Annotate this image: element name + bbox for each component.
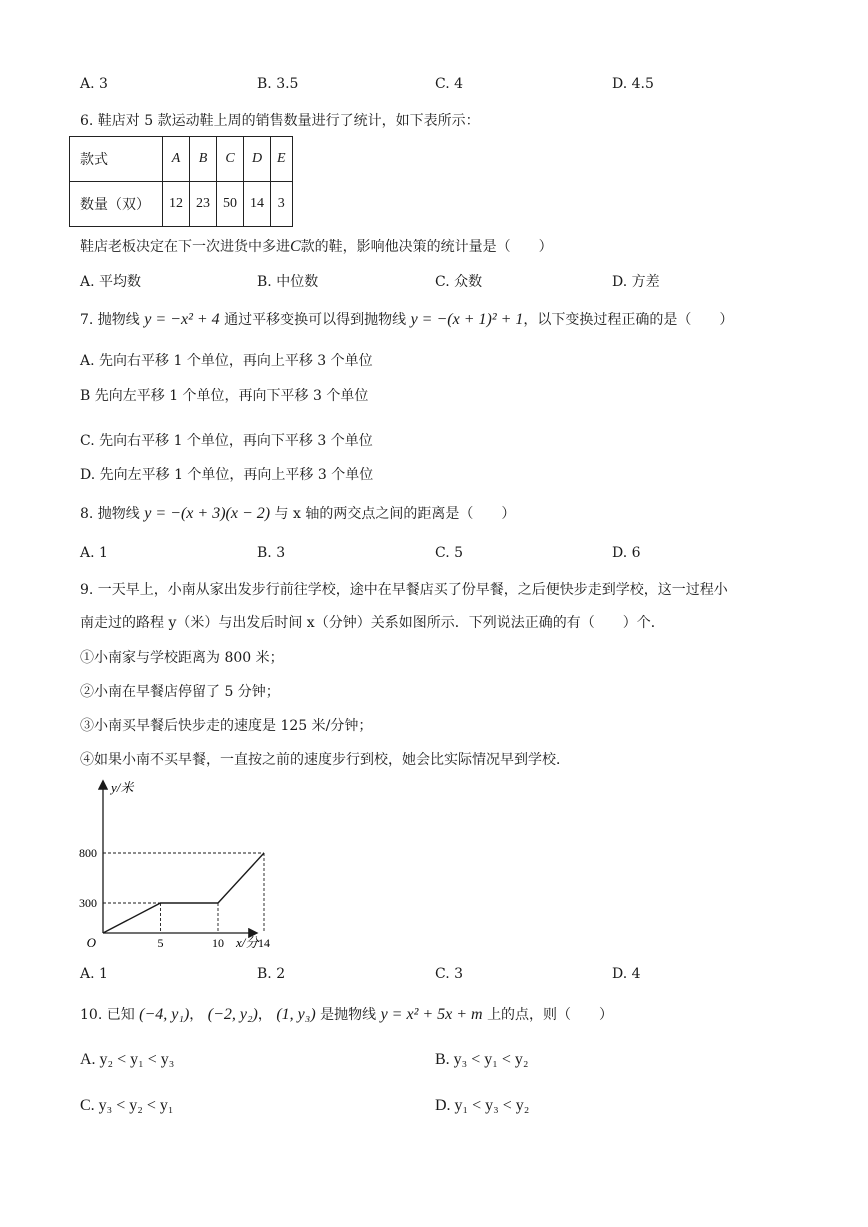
q10-option-d: [435, 1097, 529, 1115]
x-tick-label: 5: [157, 936, 164, 950]
q5-option-c: C. 4: [435, 76, 464, 92]
q8-option-a: A. 1: [80, 545, 108, 561]
q6-option-a: A. 平均数: [80, 274, 142, 290]
table-cell: 50: [217, 182, 244, 227]
q10-tail: 上的点，则（ ）: [487, 1007, 614, 1023]
q8-stem: [80, 503, 515, 523]
q9-statement-4: ④如果小南不买早餐，一直按之前的速度步行到校，她会比实际情况早到学校．: [80, 752, 570, 768]
q10-point-3: (1, y₃): [276, 1006, 316, 1023]
q10-stem: [80, 1004, 613, 1024]
q10-option-b: [435, 1051, 528, 1069]
q10-num: 10. 已知: [80, 1007, 135, 1023]
table-row-label: 数量（双）: [70, 182, 163, 227]
y-tick-label: 800: [79, 846, 97, 860]
q10-point-2: (−2, y₂): [207, 1006, 258, 1023]
series-line: [103, 853, 264, 933]
q7-stem: [80, 309, 733, 329]
q9-option-c: C. 3: [435, 966, 464, 982]
table-row: [70, 182, 293, 227]
distance-time-chart: [60, 770, 280, 960]
q6-option-d: D. 方差: [612, 274, 660, 290]
table-cell: A: [163, 137, 190, 182]
q10-option-c-text: C. y₃ < y₂ < y₁: [80, 1097, 174, 1114]
table-cell: 12: [163, 182, 190, 227]
q6-stem: 6. 鞋店对 5 款运动鞋上周的销售数量进行了统计，如下表所示：: [80, 113, 480, 129]
q8-tail: 与 x 轴的两交点之间的距离是（ ）: [274, 506, 516, 522]
q6-follow-var: C: [290, 238, 301, 255]
q7-tail: ，以下变换过程正确的是（ ）: [523, 312, 734, 328]
table-cell: E: [271, 137, 293, 182]
table-cell: C: [217, 137, 244, 182]
q7-option-a: A. 先向右平移 1 个单位，再向上平移 3 个单位: [80, 353, 373, 369]
q6-follow-pre: 鞋店老板决定在下一次进货中多进: [80, 239, 290, 255]
q9-option-d: D. 4: [612, 966, 641, 982]
q10-point-1: (−4, y₁): [139, 1006, 190, 1023]
q10-option-b-text: B. y₃ < y₁ < y₂: [435, 1051, 529, 1068]
q7-equation-2: y = −(x + 1)² + 1: [410, 311, 524, 328]
q5-option-b: B. 3.5: [257, 76, 299, 92]
q8-option-b: B. 3: [257, 545, 286, 561]
q6-option-c: C. 众数: [435, 274, 483, 290]
q6-follow-post: 款的鞋，影响他决策的统计量是（ ）: [300, 239, 553, 255]
table-cell: D: [244, 137, 271, 182]
q9-line-1: 9. 一天早上，小南从家出发步行前往学校，途中在早餐店买了份早餐，之后便快步走到学校，这一过程小: [80, 582, 728, 598]
table-cell: 14: [244, 182, 271, 227]
q10-mid: 是抛物线: [320, 1007, 377, 1023]
sales-table: [69, 136, 293, 227]
x-axis-label: x/分: [236, 935, 259, 950]
q10-sep: ，: [189, 1007, 204, 1023]
q9-line-2: 南走过的路程 y（米）与出发后时间 x（分钟）关系如图所示．下列说法正确的有（ ）个．: [80, 615, 665, 631]
x-tick-label: 10: [212, 936, 224, 950]
q10-option-a-text: A. y₂ < y₁ < y₃: [80, 1051, 175, 1068]
q7-num: 7. 抛物线: [80, 312, 140, 328]
q5-option-d: D. 4.5: [612, 76, 654, 92]
y-tick-label: 300: [79, 896, 97, 910]
x-tick-label: 14: [258, 936, 270, 950]
q7-mid: 通过平移变换可以得到抛物线: [224, 312, 407, 328]
q7-option-b: B 先向左平移 1 个单位，再向下平移 3 个单位: [80, 388, 369, 404]
q9-option-b: B. 2: [257, 966, 286, 982]
q8-option-d: D. 6: [612, 545, 641, 561]
q8-equation: y = −(x + 3)(x − 2): [144, 505, 271, 522]
q8-num: 8. 抛物线: [80, 506, 140, 522]
table-cell: 23: [190, 182, 217, 227]
q7-equation-1: y = −x² + 4: [144, 311, 220, 328]
table-header-label: 款式: [70, 137, 163, 182]
table-row: [70, 137, 293, 182]
q9-statement-3: ③小南买早餐后快步走的速度是 125 米/分钟；: [80, 718, 373, 734]
q8-option-c: C. 5: [435, 545, 464, 561]
table-cell: 3: [271, 182, 293, 227]
q10-option-a: [80, 1051, 174, 1069]
q10-option-d-text: D. y₁ < y₃ < y₂: [435, 1097, 530, 1114]
q7-option-c: C. 先向右平移 1 个单位，再向下平移 3 个单位: [80, 433, 373, 449]
origin-label: O: [86, 935, 96, 950]
q10-option-c: [80, 1097, 173, 1115]
q9-statement-1: ①小南家与学校距离为 800 米；: [80, 650, 284, 666]
q10-sep: ，: [257, 1007, 272, 1023]
q7-option-d: D. 先向左平移 1 个单位，再向上平移 3 个单位: [80, 467, 374, 483]
q10-equation: y = x² + 5x + m: [380, 1006, 483, 1023]
q6-option-b: B. 中位数: [257, 274, 319, 290]
table-cell: B: [190, 137, 217, 182]
q5-option-a: A. 3: [80, 76, 108, 92]
q9-statement-2: ②小南在早餐店停留了 5 分钟；: [80, 684, 280, 700]
q9-option-a: A. 1: [80, 966, 108, 982]
y-axis-label: y/米: [111, 780, 134, 795]
q6-follow: [80, 236, 553, 256]
